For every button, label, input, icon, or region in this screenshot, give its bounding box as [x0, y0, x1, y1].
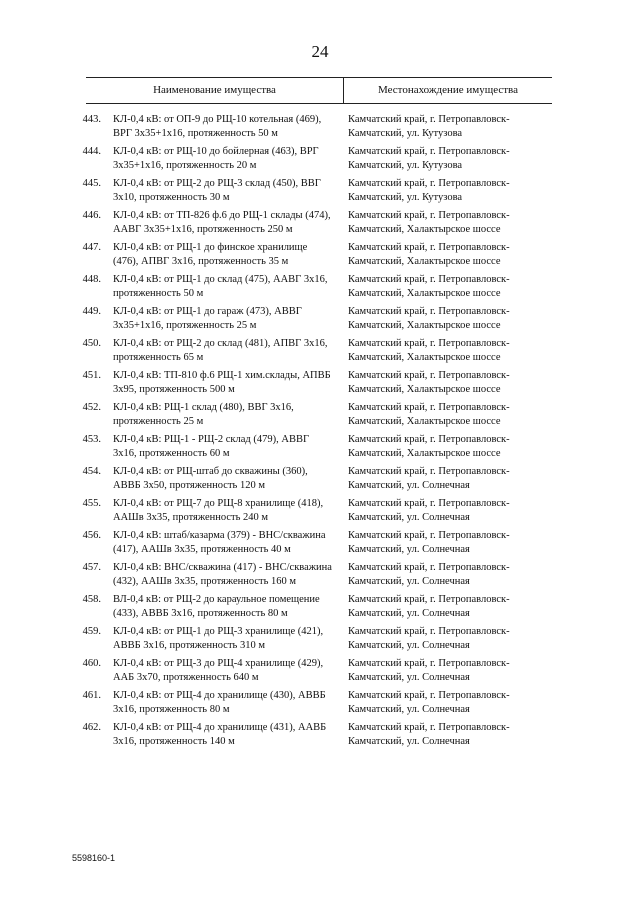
- row-number: 451.: [82, 370, 101, 381]
- row-number: 457.: [82, 562, 101, 573]
- table-row: [0, 113, 640, 141]
- table-row: [0, 721, 640, 749]
- property-name: ВЛ-0,4 кВ: от РЩ-2 до караульное помещение (433), АВВБ 3х16, протяженность 80 м: [113, 594, 320, 619]
- table-row: [0, 689, 640, 717]
- property-name: КЛ-0,4 кВ: от РЩ-4 до хранилище (430), АВВБ 3х16, протяженность 80 м: [113, 690, 326, 715]
- property-location: Камчатский край, г. Петропавловск-Камчатский, Халактырское шоссе: [348, 210, 510, 235]
- table-row: [0, 529, 640, 557]
- property-location: Камчатский край, г. Петропавловск-Камчатский, Халактырское шоссе: [348, 242, 510, 267]
- property-table: [0, 113, 640, 753]
- property-location: Камчатский край, г. Петропавловск-Камчатский, ул. Кутузова: [348, 146, 510, 171]
- row-number: 448.: [82, 274, 101, 285]
- table-row: [0, 593, 640, 621]
- property-name: КЛ-0,4 кВ: от РЩ-2 до склад (481), АПВГ 3х16, протяженность 65 м: [113, 338, 328, 363]
- table-row: [0, 305, 640, 333]
- property-name: КЛ-0,4 кВ: от РЩ-1 до финское хранилище (476), АПВГ 3х16, протяженность 35 м: [113, 242, 308, 267]
- property-name: КЛ-0,4 кВ: ВНС/скважина (417) - ВНС/скважина (432), ААШв 3х35, протяженность 160 м: [113, 562, 332, 587]
- property-location: Камчатский край, г. Петропавловск-Камчатский, ул. Солнечная: [348, 722, 510, 747]
- row-number: 455.: [82, 498, 101, 509]
- table-row: [0, 625, 640, 653]
- property-location: Камчатский край, г. Петропавловск-Камчатский, ул. Кутузова: [348, 114, 510, 139]
- row-number: 453.: [82, 434, 101, 445]
- row-number: 459.: [82, 626, 101, 637]
- table-row: [0, 561, 640, 589]
- property-location: Камчатский край, г. Петропавловск-Камчатский, ул. Солнечная: [348, 530, 510, 555]
- row-number: 447.: [82, 242, 101, 253]
- table-row: [0, 657, 640, 685]
- row-number: 450.: [82, 338, 101, 349]
- property-location: Камчатский край, г. Петропавловск-Камчатский, ул. Солнечная: [348, 594, 510, 619]
- property-name: КЛ-0,4 кВ: от РЩ-1 до гараж (473), АВВГ 3х35+1х16, протяженность 25 м: [113, 306, 302, 331]
- property-name: КЛ-0,4 кВ: РЩ-1 склад (480), ВВГ 3х16, протяженность 25 м: [113, 402, 294, 427]
- table-row: [0, 497, 640, 525]
- row-number: 444.: [82, 146, 101, 157]
- table-header: [86, 77, 552, 104]
- property-name: КЛ-0,4 кВ: от РЩ-2 до РЩ-3 склад (450), ВВГ 3х10, протяженность 30 м: [113, 178, 321, 203]
- table-row: [0, 273, 640, 301]
- table-row: [0, 433, 640, 461]
- row-number: 461.: [82, 690, 101, 701]
- property-location: Камчатский край, г. Петропавловск-Камчатский, ул. Солнечная: [348, 626, 510, 651]
- property-location: Камчатский край, г. Петропавловск-Камчатский, Халактырское шоссе: [348, 338, 510, 363]
- row-number: 445.: [82, 178, 101, 189]
- table-row: [0, 465, 640, 493]
- table-row: [0, 145, 640, 173]
- table-row: [0, 177, 640, 205]
- table-row: [0, 241, 640, 269]
- table-row: [0, 209, 640, 237]
- property-name: КЛ-0,4 кВ: от ТП-826 ф.6 до РЩ-1 склады (474), ААВГ 3х35+1х16, протяженность 250 м: [113, 210, 331, 235]
- table-row: [0, 337, 640, 365]
- property-name: КЛ-0,4 кВ: от РЩ-1 до РЩ-3 хранилище (421), АВВБ 3х16, протяженность 310 м: [113, 626, 324, 651]
- property-location: Камчатский край, г. Петропавловск-Камчатский, ул. Солнечная: [348, 466, 510, 491]
- property-name: КЛ-0,4 кВ: РЩ-1 - РЩ-2 склад (479), АВВГ 3х16, протяженность 60 м: [113, 434, 310, 459]
- property-location: Камчатский край, г. Петропавловск-Камчатский, ул. Кутузова: [348, 178, 510, 203]
- property-location: Камчатский край, г. Петропавловск-Камчатский, Халактырское шоссе: [348, 274, 510, 299]
- property-name: КЛ-0,4 кВ: от РЩ-3 до РЩ-4 хранилище (429), ААБ 3х70, протяженность 640 м: [113, 658, 324, 683]
- document-code: 5598160-1: [72, 853, 116, 863]
- property-name: КЛ-0,4 кВ: от ОП-9 до РЩ-10 котельная (469), ВРГ 3х35+1х16, протяженность 50 м: [113, 114, 322, 139]
- row-number: 458.: [82, 594, 101, 605]
- row-number: 454.: [82, 466, 101, 477]
- property-location: Камчатский край, г. Петропавловск-Камчатский, Халактырское шоссе: [348, 306, 510, 331]
- column-header-name: Наименование имущества: [86, 78, 344, 103]
- row-number: 443.: [82, 114, 101, 125]
- property-name: КЛ-0,4 кВ: от РЩ-1 до склад (475), ААВГ 3х16, протяженность 50 м: [113, 274, 328, 299]
- property-location: Камчатский край, г. Петропавловск-Камчатский, Халактырское шоссе: [348, 402, 510, 427]
- table-row: [0, 401, 640, 429]
- row-number: 452.: [82, 402, 101, 413]
- column-header-location: Местонахождение имущества: [378, 84, 518, 96]
- row-number: 449.: [82, 306, 101, 317]
- property-location: Камчатский край, г. Петропавловск-Камчатский, ул. Солнечная: [348, 658, 510, 683]
- row-number: 446.: [82, 210, 101, 221]
- row-number: 456.: [82, 530, 101, 541]
- row-number: 462.: [82, 722, 101, 733]
- property-name: КЛ-0,4 кВ: от РЩ-4 до хранилище (431), ААВБ 3х16, протяженность 140 м: [113, 722, 327, 747]
- row-number: 460.: [82, 658, 101, 669]
- page-number: 24: [311, 42, 329, 61]
- property-location: Камчатский край, г. Петропавловск-Камчатский, Халактырское шоссе: [348, 370, 510, 395]
- property-name: КЛ-0,4 кВ: от РЩ-10 до бойлерная (463), ВРГ 3х35+1х16, протяженность 20 м: [113, 146, 319, 171]
- property-location: Камчатский край, г. Петропавловск-Камчатский, ул. Солнечная: [348, 498, 510, 523]
- property-location: Камчатский край, г. Петропавловск-Камчатский, ул. Солнечная: [348, 562, 510, 587]
- property-location: Камчатский край, г. Петропавловск-Камчатский, Халактырское шоссе: [348, 434, 510, 459]
- property-name: КЛ-0,4 кВ: штаб/казарма (379) - ВНС/скважина (417), ААШв 3х35, протяженность 40 м: [113, 530, 326, 555]
- property-location: Камчатский край, г. Петропавловск-Камчатский, ул. Солнечная: [348, 690, 510, 715]
- property-name: КЛ-0,4 кВ: от РЩ-штаб до скважины (360), АВВБ 3х50, протяженность 120 м: [113, 466, 308, 491]
- table-row: [0, 369, 640, 397]
- property-name: КЛ-0,4 кВ: ТП-810 ф.6 РЩ-1 хим.склады, АПВБ 3х95, протяженность 500 м: [113, 370, 331, 395]
- property-name: КЛ-0,4 кВ: от РЩ-7 до РЩ-8 хранилище (418), ААШв 3х35, протяженность 240 м: [113, 498, 324, 523]
